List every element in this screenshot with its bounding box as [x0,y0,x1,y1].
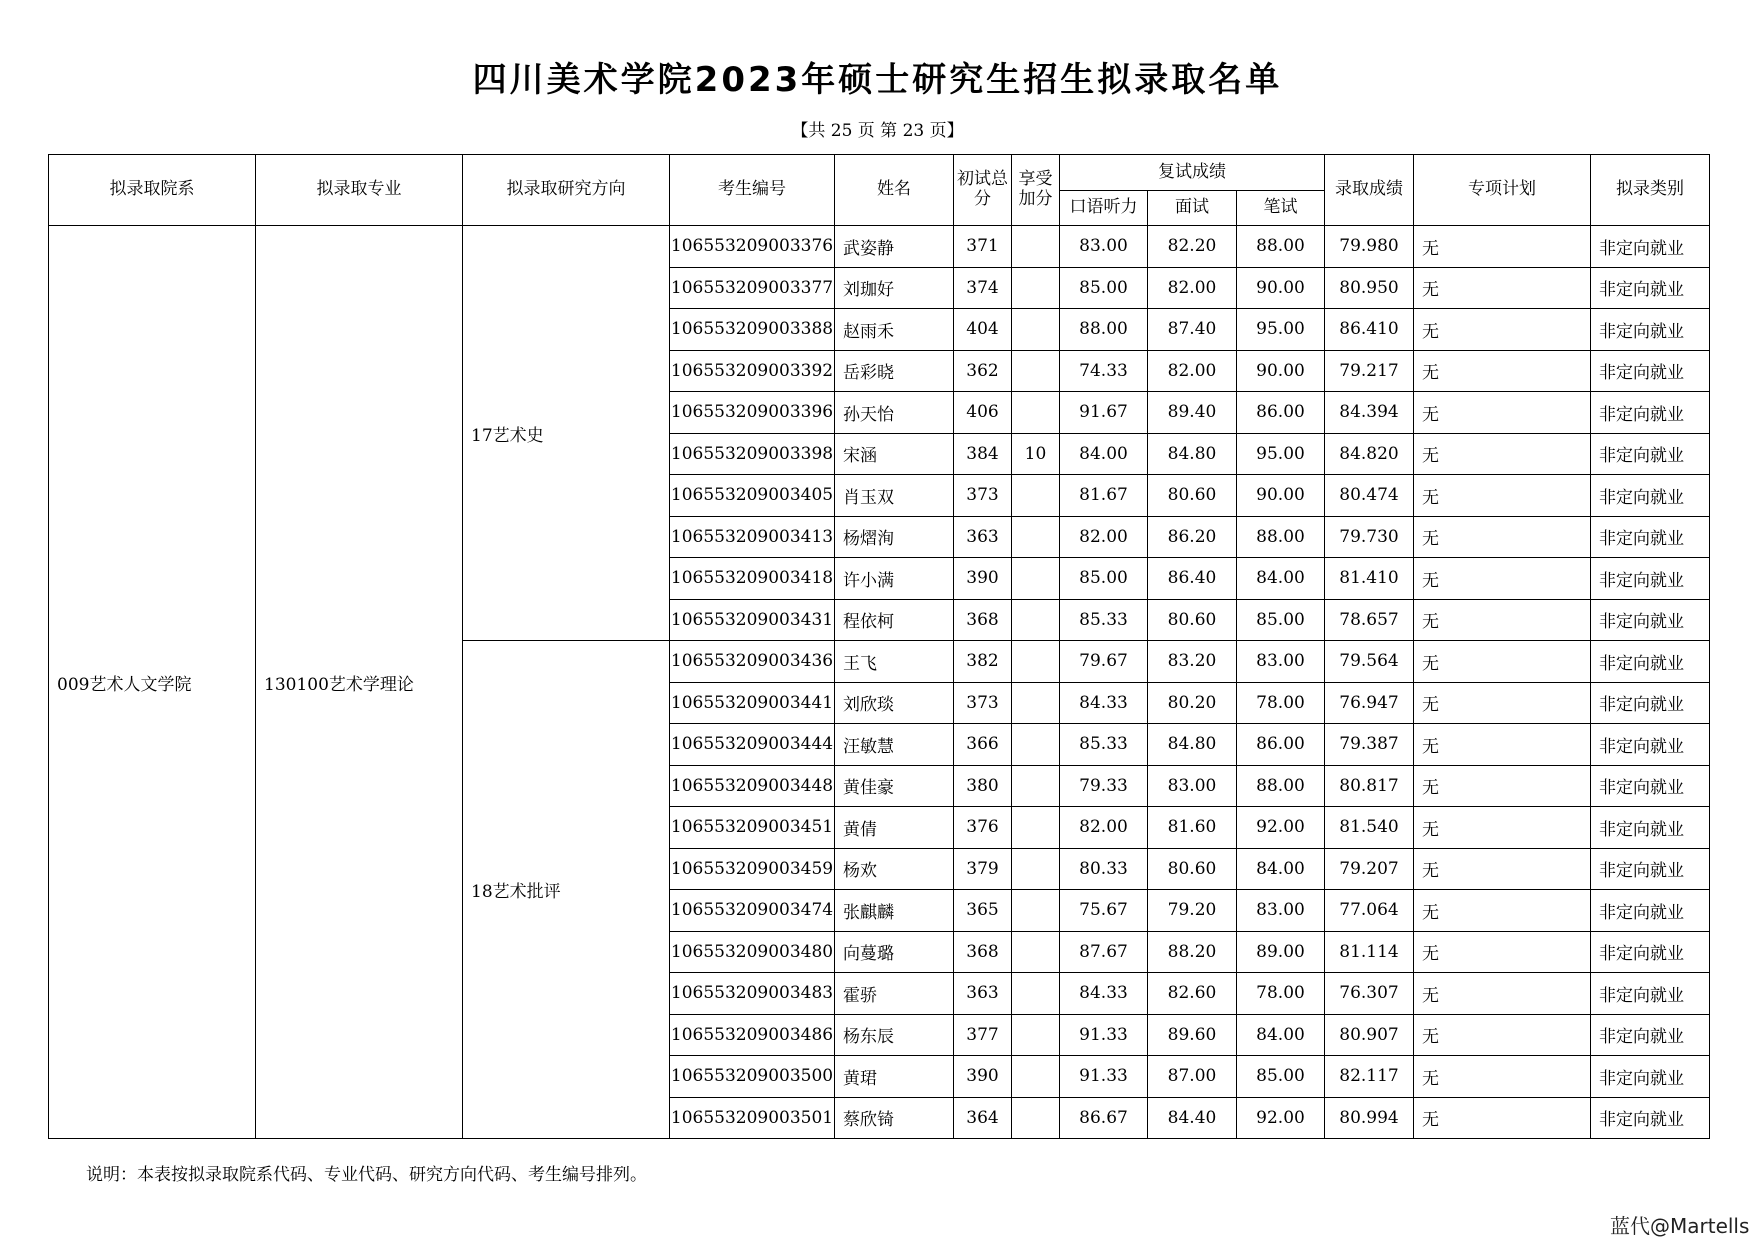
final-score-cell: 81.540 [1325,807,1414,849]
name-cell: 霍骄 [835,973,954,1015]
prelim-score-cell: 364 [954,1097,1012,1139]
prelim-score-cell: 373 [954,475,1012,517]
bonus-cell [1012,724,1060,766]
bonus-cell [1012,1056,1060,1098]
final-score-cell: 84.394 [1325,392,1414,434]
category-cell: 非定向就业 [1591,1056,1710,1098]
final-score-cell: 79.207 [1325,848,1414,890]
name-cell: 黄佳豪 [835,765,954,807]
prelim-score-cell: 382 [954,641,1012,683]
written-score-cell: 89.00 [1237,931,1325,973]
interview-score-cell: 80.60 [1148,848,1237,890]
category-cell: 非定向就业 [1591,973,1710,1015]
category-cell: 非定向就业 [1591,309,1710,351]
special-plan-cell: 无 [1414,599,1591,641]
final-score-cell: 79.564 [1325,641,1414,683]
special-plan-cell: 无 [1414,724,1591,766]
header-interview: 面试 [1148,191,1237,226]
interview-score-cell: 84.80 [1148,433,1237,475]
prelim-score-cell: 390 [954,558,1012,600]
bonus-cell [1012,641,1060,683]
written-score-cell: 86.00 [1237,392,1325,434]
bonus-cell [1012,226,1060,268]
written-score-cell: 78.00 [1237,973,1325,1015]
special-plan-cell: 无 [1414,890,1591,932]
prelim-score-cell: 384 [954,433,1012,475]
category-cell: 非定向就业 [1591,1097,1710,1139]
exam-number-cell: 106553209003500 [670,1056,835,1098]
bonus-cell [1012,392,1060,434]
written-score-cell: 90.00 [1237,475,1325,517]
name-cell: 程依柯 [835,599,954,641]
interview-score-cell: 86.20 [1148,516,1237,558]
name-cell: 许小满 [835,558,954,600]
final-score-cell: 79.217 [1325,350,1414,392]
written-score-cell: 78.00 [1237,682,1325,724]
oral-score-cell: 91.67 [1060,392,1148,434]
final-score-cell: 77.064 [1325,890,1414,932]
exam-number-cell: 106553209003474 [670,890,835,932]
oral-score-cell: 83.00 [1060,226,1148,268]
oral-score-cell: 91.33 [1060,1056,1148,1098]
name-cell: 刘欣琰 [835,682,954,724]
special-plan-cell: 无 [1414,973,1591,1015]
final-score-cell: 79.980 [1325,226,1414,268]
prelim-score-cell: 371 [954,226,1012,268]
bonus-cell [1012,267,1060,309]
oral-score-cell: 86.67 [1060,1097,1148,1139]
bonus-cell [1012,807,1060,849]
special-plan-cell: 无 [1414,309,1591,351]
final-score-cell: 84.820 [1325,433,1414,475]
bonus-cell [1012,475,1060,517]
exam-number-cell: 106553209003448 [670,765,835,807]
bonus-cell [1012,350,1060,392]
prelim-score-cell: 406 [954,392,1012,434]
interview-score-cell: 88.20 [1148,931,1237,973]
table-header [49,155,1710,226]
exam-number-cell: 106553209003388 [670,309,835,351]
final-score-cell: 79.730 [1325,516,1414,558]
prelim-score-cell: 373 [954,682,1012,724]
category-cell: 非定向就业 [1591,475,1710,517]
prelim-score-cell: 380 [954,765,1012,807]
oral-score-cell: 85.33 [1060,724,1148,766]
written-score-cell: 95.00 [1237,309,1325,351]
header-final: 录取成绩 [1325,155,1414,226]
exam-number-cell: 106553209003441 [670,682,835,724]
prelim-score-cell: 376 [954,807,1012,849]
major-cell: 130100艺术学理论 [256,226,463,1139]
admission-table [48,154,1710,1139]
prelim-score-cell: 374 [954,267,1012,309]
table-row [49,226,1710,268]
special-plan-cell: 无 [1414,226,1591,268]
oral-score-cell: 79.33 [1060,765,1148,807]
dept-cell: 009艺术人文学院 [49,226,256,1139]
header-major: 拟录取专业 [256,155,463,226]
written-score-cell: 83.00 [1237,641,1325,683]
final-score-cell: 81.410 [1325,558,1414,600]
special-plan-cell: 无 [1414,475,1591,517]
bonus-cell [1012,973,1060,1015]
final-score-cell: 78.657 [1325,599,1414,641]
category-cell: 非定向就业 [1591,267,1710,309]
prelim-score-cell: 368 [954,599,1012,641]
category-cell: 非定向就业 [1591,1014,1710,1056]
header-special: 专项计划 [1414,155,1591,226]
exam-number-cell: 106553209003444 [670,724,835,766]
bonus-cell [1012,309,1060,351]
category-cell: 非定向就业 [1591,599,1710,641]
special-plan-cell: 无 [1414,807,1591,849]
exam-number-cell: 106553209003431 [670,599,835,641]
exam-number-cell: 106553209003398 [670,433,835,475]
name-cell: 岳彩晓 [835,350,954,392]
category-cell: 非定向就业 [1591,350,1710,392]
written-score-cell: 88.00 [1237,516,1325,558]
category-cell: 非定向就业 [1591,890,1710,932]
interview-score-cell: 89.60 [1148,1014,1237,1056]
written-score-cell: 95.00 [1237,433,1325,475]
interview-score-cell: 87.00 [1148,1056,1237,1098]
special-plan-cell: 无 [1414,641,1591,683]
final-score-cell: 79.387 [1325,724,1414,766]
header-dept: 拟录取院系 [49,155,256,226]
special-plan-cell: 无 [1414,350,1591,392]
name-cell: 刘珈好 [835,267,954,309]
special-plan-cell: 无 [1414,682,1591,724]
bonus-cell [1012,1097,1060,1139]
final-score-cell: 81.114 [1325,931,1414,973]
table-body [49,226,1710,1139]
name-cell: 向蔓璐 [835,931,954,973]
header-written: 笔试 [1237,191,1325,226]
prelim-score-cell: 362 [954,350,1012,392]
category-cell: 非定向就业 [1591,558,1710,600]
category-cell: 非定向就业 [1591,433,1710,475]
header-direction: 拟录取研究方向 [463,155,670,226]
special-plan-cell: 无 [1414,392,1591,434]
special-plan-cell: 无 [1414,267,1591,309]
final-score-cell: 80.950 [1325,267,1414,309]
interview-score-cell: 79.20 [1148,890,1237,932]
exam-number-cell: 106553209003396 [670,392,835,434]
prelim-score-cell: 363 [954,973,1012,1015]
name-cell: 杨熠洵 [835,516,954,558]
special-plan-cell: 无 [1414,765,1591,807]
oral-score-cell: 88.00 [1060,309,1148,351]
interview-score-cell: 80.20 [1148,682,1237,724]
written-score-cell: 84.00 [1237,558,1325,600]
category-cell: 非定向就业 [1591,765,1710,807]
prelim-score-cell: 404 [954,309,1012,351]
written-score-cell: 85.00 [1237,1056,1325,1098]
category-cell: 非定向就业 [1591,516,1710,558]
prelim-score-cell: 390 [954,1056,1012,1098]
footnote: 说明：本表按拟录取院系代码、专业代码、研究方向代码、考生编号排列。 [86,1165,647,1185]
name-cell: 张麒麟 [835,890,954,932]
oral-score-cell: 81.67 [1060,475,1148,517]
bonus-cell [1012,890,1060,932]
written-score-cell: 92.00 [1237,1097,1325,1139]
exam-number-cell: 106553209003436 [670,641,835,683]
category-cell: 非定向就业 [1591,641,1710,683]
written-score-cell: 86.00 [1237,724,1325,766]
watermark: 蓝代@Martells [1610,1214,1750,1238]
interview-score-cell: 83.00 [1148,765,1237,807]
exam-number-cell: 106553209003392 [670,350,835,392]
name-cell: 赵雨禾 [835,309,954,351]
prelim-score-cell: 379 [954,848,1012,890]
bonus-cell: 10 [1012,433,1060,475]
oral-score-cell: 84.33 [1060,682,1148,724]
bonus-cell [1012,558,1060,600]
oral-score-cell: 87.67 [1060,931,1148,973]
bonus-cell [1012,931,1060,973]
oral-score-cell: 79.67 [1060,641,1148,683]
category-cell: 非定向就业 [1591,931,1710,973]
oral-score-cell: 75.67 [1060,890,1148,932]
bonus-cell [1012,516,1060,558]
header-bonus: 享受加分 [1012,155,1060,226]
exam-number-cell: 106553209003376 [670,226,835,268]
header-oral: 口语听力 [1060,191,1148,226]
oral-score-cell: 74.33 [1060,350,1148,392]
interview-score-cell: 82.00 [1148,267,1237,309]
written-score-cell: 84.00 [1237,1014,1325,1056]
written-score-cell: 88.00 [1237,765,1325,807]
prelim-score-cell: 365 [954,890,1012,932]
direction-cell: 18艺术批评 [463,641,670,1139]
interview-score-cell: 80.60 [1148,475,1237,517]
written-score-cell: 83.00 [1237,890,1325,932]
final-score-cell: 76.307 [1325,973,1414,1015]
oral-score-cell: 85.00 [1060,267,1148,309]
bonus-cell [1012,765,1060,807]
header-retest: 复试成绩 [1060,155,1325,191]
exam-number-cell: 106553209003405 [670,475,835,517]
exam-number-cell: 106553209003377 [670,267,835,309]
interview-score-cell: 83.20 [1148,641,1237,683]
name-cell: 肖玉双 [835,475,954,517]
category-cell: 非定向就业 [1591,682,1710,724]
exam-number-cell: 106553209003451 [670,807,835,849]
final-score-cell: 80.907 [1325,1014,1414,1056]
exam-number-cell: 106553209003459 [670,848,835,890]
interview-score-cell: 86.40 [1148,558,1237,600]
header-name: 姓名 [835,155,954,226]
interview-score-cell: 82.20 [1148,226,1237,268]
oral-score-cell: 80.33 [1060,848,1148,890]
special-plan-cell: 无 [1414,848,1591,890]
category-cell: 非定向就业 [1591,226,1710,268]
special-plan-cell: 无 [1414,1056,1591,1098]
exam-number-cell: 106553209003413 [670,516,835,558]
name-cell: 黄珺 [835,1056,954,1098]
final-score-cell: 82.117 [1325,1056,1414,1098]
special-plan-cell: 无 [1414,1014,1591,1056]
name-cell: 宋涵 [835,433,954,475]
special-plan-cell: 无 [1414,1097,1591,1139]
name-cell: 汪敏慧 [835,724,954,766]
category-cell: 非定向就业 [1591,724,1710,766]
special-plan-cell: 无 [1414,516,1591,558]
special-plan-cell: 无 [1414,433,1591,475]
oral-score-cell: 85.00 [1060,558,1148,600]
written-score-cell: 84.00 [1237,848,1325,890]
bonus-cell [1012,1014,1060,1056]
written-score-cell: 92.00 [1237,807,1325,849]
prelim-score-cell: 366 [954,724,1012,766]
oral-score-cell: 84.33 [1060,973,1148,1015]
exam-number-cell: 106553209003483 [670,973,835,1015]
oral-score-cell: 84.00 [1060,433,1148,475]
exam-number-cell: 106553209003418 [670,558,835,600]
exam-number-cell: 106553209003480 [670,931,835,973]
header-exam-no: 考生编号 [670,155,835,226]
interview-score-cell: 87.40 [1148,309,1237,351]
final-score-cell: 80.994 [1325,1097,1414,1139]
prelim-score-cell: 377 [954,1014,1012,1056]
page-indicator: 【共 25 页 第 23 页】 [791,121,964,141]
written-score-cell: 85.00 [1237,599,1325,641]
interview-score-cell: 80.60 [1148,599,1237,641]
interview-score-cell: 84.40 [1148,1097,1237,1139]
name-cell: 蔡欣锜 [835,1097,954,1139]
prelim-score-cell: 368 [954,931,1012,973]
header-category: 拟录类别 [1591,155,1710,226]
special-plan-cell: 无 [1414,931,1591,973]
category-cell: 非定向就业 [1591,848,1710,890]
oral-score-cell: 82.00 [1060,807,1148,849]
exam-number-cell: 106553209003501 [670,1097,835,1139]
header-prelim: 初试总分 [954,155,1012,226]
written-score-cell: 90.00 [1237,350,1325,392]
category-cell: 非定向就业 [1591,392,1710,434]
special-plan-cell: 无 [1414,558,1591,600]
final-score-cell: 80.817 [1325,765,1414,807]
oral-score-cell: 91.33 [1060,1014,1148,1056]
oral-score-cell: 82.00 [1060,516,1148,558]
interview-score-cell: 82.00 [1148,350,1237,392]
interview-score-cell: 82.60 [1148,973,1237,1015]
bonus-cell [1012,682,1060,724]
name-cell: 黄倩 [835,807,954,849]
written-score-cell: 90.00 [1237,267,1325,309]
name-cell: 杨欢 [835,848,954,890]
interview-score-cell: 81.60 [1148,807,1237,849]
direction-cell: 17艺术史 [463,226,670,641]
name-cell: 王飞 [835,641,954,683]
name-cell: 武姿静 [835,226,954,268]
name-cell: 杨东辰 [835,1014,954,1056]
final-score-cell: 76.947 [1325,682,1414,724]
document-title: 四川美术学院2023年硕士研究生招生拟录取名单 [472,60,1283,100]
bonus-cell [1012,848,1060,890]
bonus-cell [1012,599,1060,641]
final-score-cell: 80.474 [1325,475,1414,517]
oral-score-cell: 85.33 [1060,599,1148,641]
name-cell: 孙天怡 [835,392,954,434]
category-cell: 非定向就业 [1591,807,1710,849]
final-score-cell: 86.410 [1325,309,1414,351]
written-score-cell: 88.00 [1237,226,1325,268]
prelim-score-cell: 363 [954,516,1012,558]
exam-number-cell: 106553209003486 [670,1014,835,1056]
interview-score-cell: 84.80 [1148,724,1237,766]
interview-score-cell: 89.40 [1148,392,1237,434]
